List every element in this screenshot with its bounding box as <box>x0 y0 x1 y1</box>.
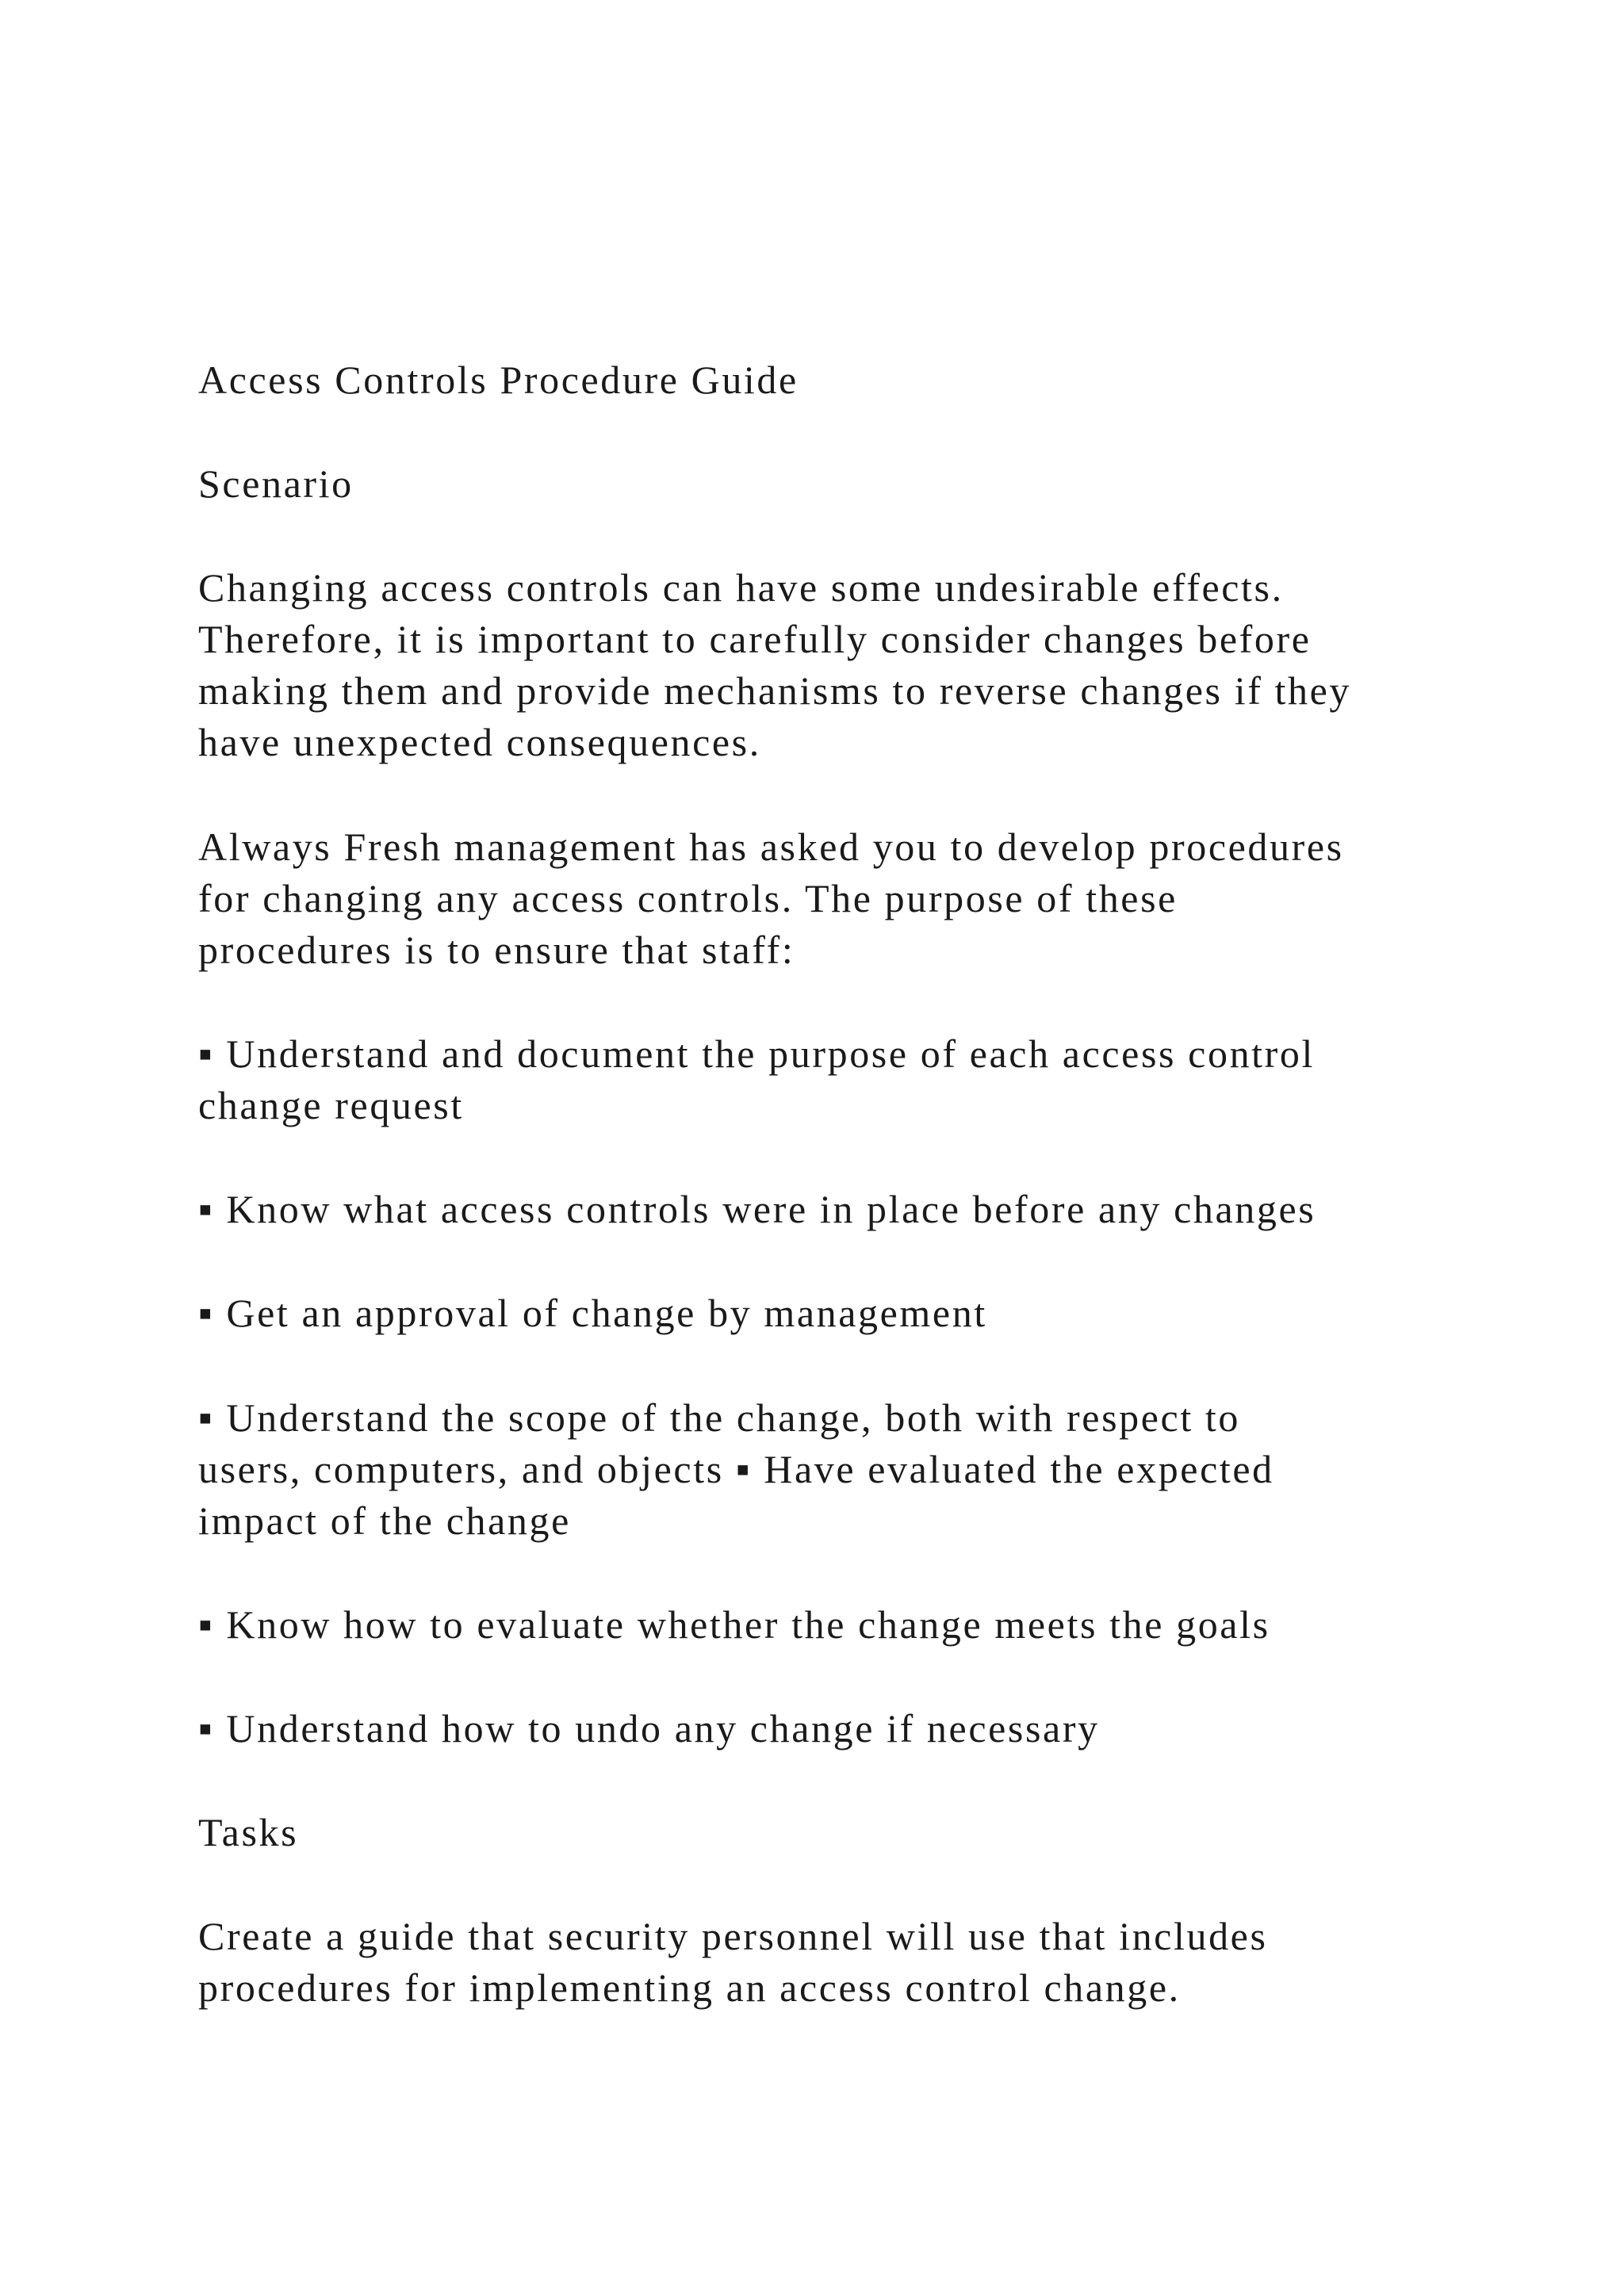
paragraph-line: Create a guide that security personnel will use that includes <box>198 1914 1268 1958</box>
paragraph-line: Always Fresh management has asked you to develop procedures <box>198 825 1344 869</box>
paragraph-line: for changing any access controls. The purpose of these <box>198 876 1178 920</box>
paragraph-line: procedures for implementing an access control change. <box>198 1965 1181 2010</box>
bullet-item: change request <box>198 1083 464 1127</box>
bullet-item: ▪ Know how to evaluate whether the change meets the goals <box>198 1602 1270 1647</box>
scenario-heading: Scenario <box>198 461 354 506</box>
paragraph-line: procedures is to ensure that staff: <box>198 928 795 972</box>
tasks-heading: Tasks <box>198 1810 299 1854</box>
document-title: Access Controls Procedure Guide <box>198 358 799 402</box>
paragraph-line: Changing access controls can have some undesirable effects. <box>198 565 1284 610</box>
bullet-item: users, computers, and objects ▪ Have evaluated the expected <box>198 1447 1274 1491</box>
bullet-item: ▪ Get an approval of change by management <box>198 1291 987 1335</box>
bullet-item: ▪ Understand and document the purpose of each access control <box>198 1031 1316 1076</box>
paragraph-line: making them and provide mechanisms to reverse changes if they <box>198 668 1352 713</box>
bullet-item: impact of the change <box>198 1498 571 1543</box>
bullet-item: ▪ Understand how to undo any change if necessary <box>198 1706 1100 1751</box>
bullet-item: ▪ Understand the scope of the change, both with respect to <box>198 1395 1241 1440</box>
bullet-item: ▪ Know what access controls were in place before any changes <box>198 1187 1316 1231</box>
paragraph-line: Therefore, it is important to carefully consider changes before <box>198 617 1312 661</box>
paragraph-line: have unexpected consequences. <box>198 720 761 764</box>
